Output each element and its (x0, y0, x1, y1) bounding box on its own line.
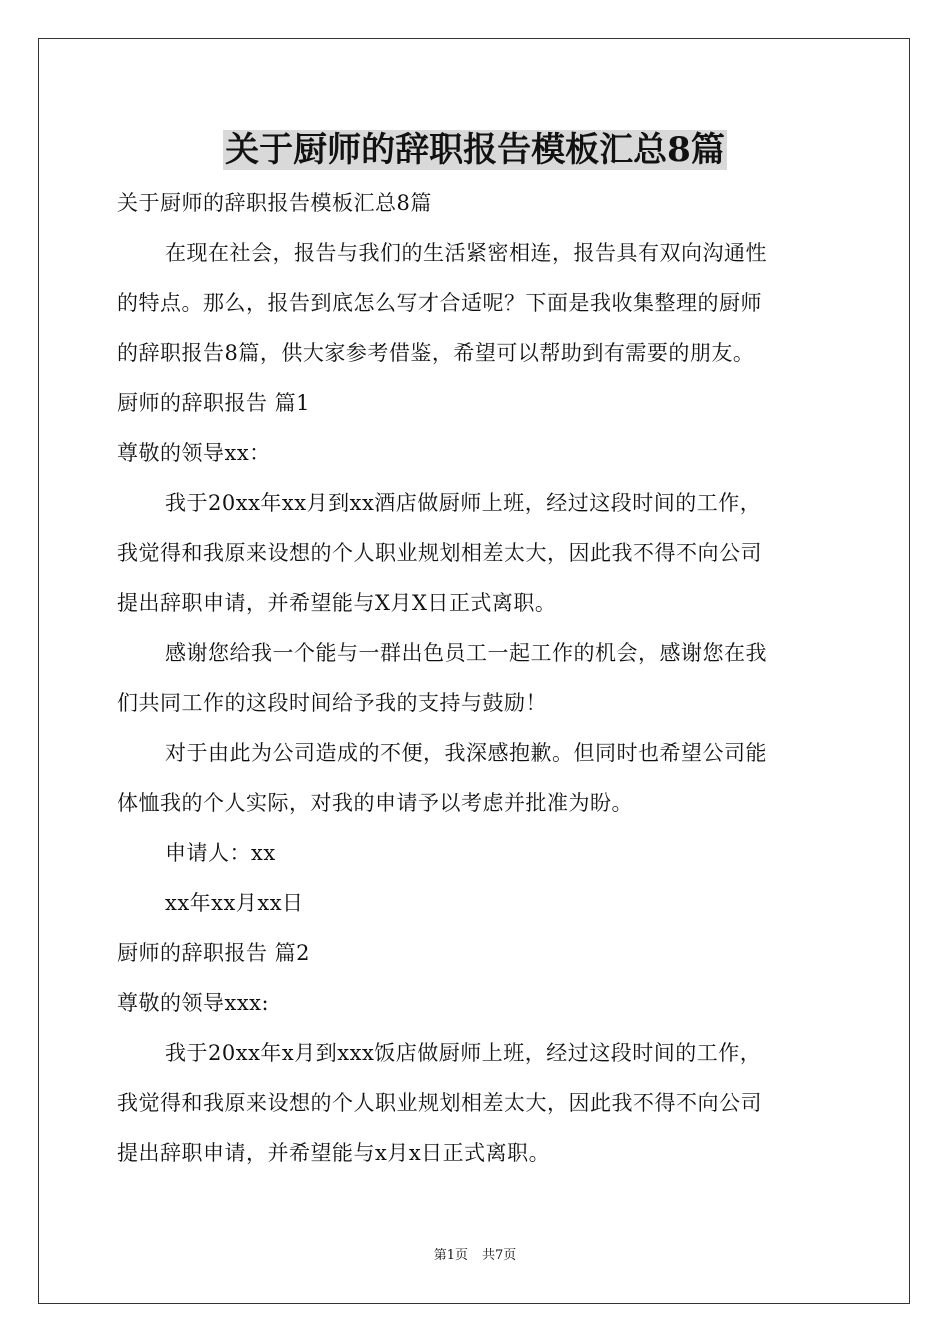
body-paragraph-line: 我于20xx年x月到xxx饭店做厨师上班，经过这段时间的工作， (165, 1041, 762, 1065)
body-paragraph-line: 对于由此为公司造成的不便，我深感抱歉。但同时也希望公司能 (165, 741, 767, 765)
body-paragraph-line: 提出辞职申请，并希望能与X月X日正式离职。 (117, 591, 557, 615)
body-paragraph-line: 我觉得和我原来设想的个人职业规划相差太大，因此我不得不向公司 (117, 541, 762, 565)
date-line: xx年xx月xx日 (165, 891, 304, 915)
intro-paragraph-line: 在现在社会，报告与我们的生活紧密相连，报告具有双向沟通性 (165, 241, 767, 265)
document-title (0, 128, 950, 172)
document-title-text: 关于厨师的辞职报告模板汇总8篇 (225, 130, 725, 170)
section-heading: 厨师的辞职报告 篇2 (117, 941, 311, 965)
salutation: 尊敬的领导xxx: (117, 991, 270, 1015)
page-number-current: 第1页 (433, 1248, 468, 1263)
subtitle-line: 关于厨师的辞职报告模板汇总8篇 (117, 191, 432, 215)
section-heading: 厨师的辞职报告 篇1 (117, 391, 311, 415)
document-body (117, 178, 839, 1178)
body-paragraph-line: 感谢您给我一个能与一群出色员工一起工作的机会，感谢您在我 (165, 641, 767, 665)
page-footer (0, 1248, 950, 1264)
body-paragraph-line: 提出辞职申请，并希望能与x月x日正式离职。 (117, 1141, 551, 1165)
page-number-total: 共7页 (482, 1248, 517, 1263)
body-paragraph-line: 们共同工作的这段时间给予我的支持与鼓励！ (117, 691, 547, 715)
salutation: 尊敬的领导xx： (117, 441, 271, 465)
intro-paragraph-line: 的辞职报告8篇，供大家参考借鉴，希望可以帮助到有需要的朋友。 (117, 341, 755, 365)
body-paragraph-line: 我于20xx年xx月到xx酒店做厨师上班，经过这段时间的工作， (165, 491, 762, 515)
body-paragraph-line: 体恤我的个人实际，对我的申请予以考虑并批准为盼。 (117, 791, 633, 815)
body-paragraph-line: 我觉得和我原来设想的个人职业规划相差太大，因此我不得不向公司 (117, 1091, 762, 1115)
applicant-line: 申请人：xx (165, 841, 276, 865)
intro-paragraph-line: 的特点。那么，报告到底怎么写才合适呢？下面是我收集整理的厨师 (117, 291, 762, 315)
